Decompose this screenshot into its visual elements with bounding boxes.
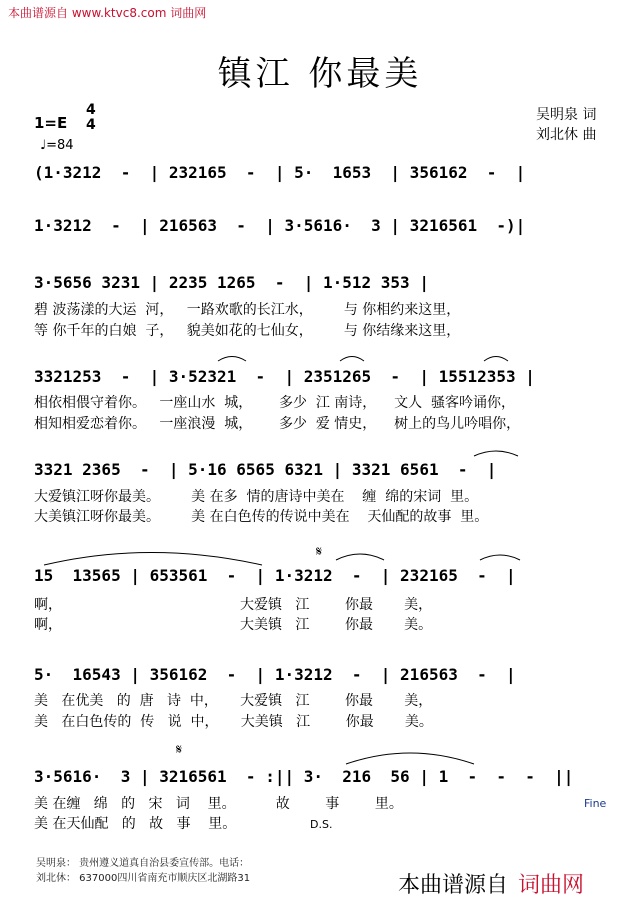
time-signature-bottom: 4 (86, 117, 96, 133)
score-system-5: 3321 2365 - | 5·16 6565 6321 | 3321 6561 - | (34, 460, 497, 479)
song-title: 镇江 你最美 (217, 54, 423, 94)
lyric-line: 相知相爱恋着你。 一座浪漫 城， 多少 爱 情史， 树上的鸟儿吟唱你， (34, 416, 521, 432)
site-watermark-bottom (398, 868, 584, 899)
lyric-line: 大美镇江呀你最美。 美 在白色传的传说中美在 天仙配的故事 里。 (34, 509, 489, 525)
key-signature: 1=E (34, 114, 68, 132)
lyric-line: 美 在缠 绵 的 宋 词 里。 故 事 里。 (34, 796, 403, 812)
score-system-1: (1·3212 - | 232165 - | 5· 1653 | 356162 - | (34, 163, 526, 182)
lyric-line: 啊， 大美镇 江 你最 美。 (34, 617, 433, 633)
lyric-line: 相依相偎守着你。 一座山水 城， 多少 江 南诗， 文人 骚客吟诵你， (34, 395, 516, 411)
segno-sign: 𝄋 (176, 742, 183, 758)
tie-arc (340, 357, 364, 362)
contact-info (36, 856, 250, 886)
lyricist-credit: 吴明泉 词 (536, 107, 597, 123)
score-system-8: 3·5616· 3 | 3216561 - :|| 3· 216 56 | 1 - - - || (34, 767, 574, 786)
lyric-line: 等 你千年的白娘 子， 貌美如花的七仙女， 与 你结缘来这里， (34, 323, 461, 339)
tie-arc (484, 357, 508, 362)
site-name-red: 词曲网 (518, 873, 585, 898)
tie-arc (336, 554, 384, 560)
score-system-4: 3321253 - | 3·52321 - | 2351265 - | 15512353 | (34, 367, 535, 386)
lyric-line: 啊， 大爱镇 江 你最 美， (34, 597, 433, 613)
tie-arc (218, 357, 246, 362)
lyric-line: 美 在优美 的 唐 诗 中， 大爱镇 江 你最 美， (34, 693, 433, 709)
tempo-marking: ♩=84 (40, 138, 74, 153)
score-system-3: 3·5656 3231 | 2235 1265 - | 1·512 353 | (34, 273, 429, 292)
segno-sign: 𝄋 (316, 544, 323, 560)
lyric-line: 大爱镇江呀你最美。 美 在多 情的唐诗中美在 缠 绵的宋词 里。 (34, 489, 479, 505)
score-system-2: 1·3212 - | 216563 - | 3·5616· 3 | 3216561 -)| (34, 216, 526, 235)
time-signature-top: 4 (86, 102, 96, 118)
tie-arc (480, 555, 520, 560)
score-system-6: 15 13565 | 653561 - | 1·3212 - | 232165 - | (34, 566, 516, 585)
score-system-7: 5· 16543 | 356162 - | 1·3212 - | 216563 - | (34, 665, 516, 684)
tie-arc (474, 451, 518, 456)
phrase-slur (346, 753, 474, 764)
lyric-line: 碧 波荡漾的大运 河， 一路欢歌的长江水， 与 你相约来这里， (34, 302, 461, 318)
site-watermark-top: 本曲谱源自 www.ktvc8.com 词曲网 (8, 6, 207, 20)
contact-composer: 刘北休： 637000四川省南充市顺庆区北湖路31 (36, 873, 251, 884)
phrase-slur (44, 553, 262, 566)
contact-lyricist: 吴明泉： 贵州遵义道真自治县委宣传部。电话： (36, 858, 250, 869)
site-name-black: 本曲谱源自 (398, 873, 509, 898)
ds-marking: D.S. (310, 818, 333, 831)
lyric-line: 美 在天仙配 的 故 事 里。 (34, 816, 237, 832)
composer-credit: 刘北休 曲 (536, 127, 597, 143)
lyric-line: 美 在白色传的 传 说 中， 大美镇 江 你最 美。 (34, 714, 433, 730)
fine-marking: Fine (584, 797, 607, 810)
